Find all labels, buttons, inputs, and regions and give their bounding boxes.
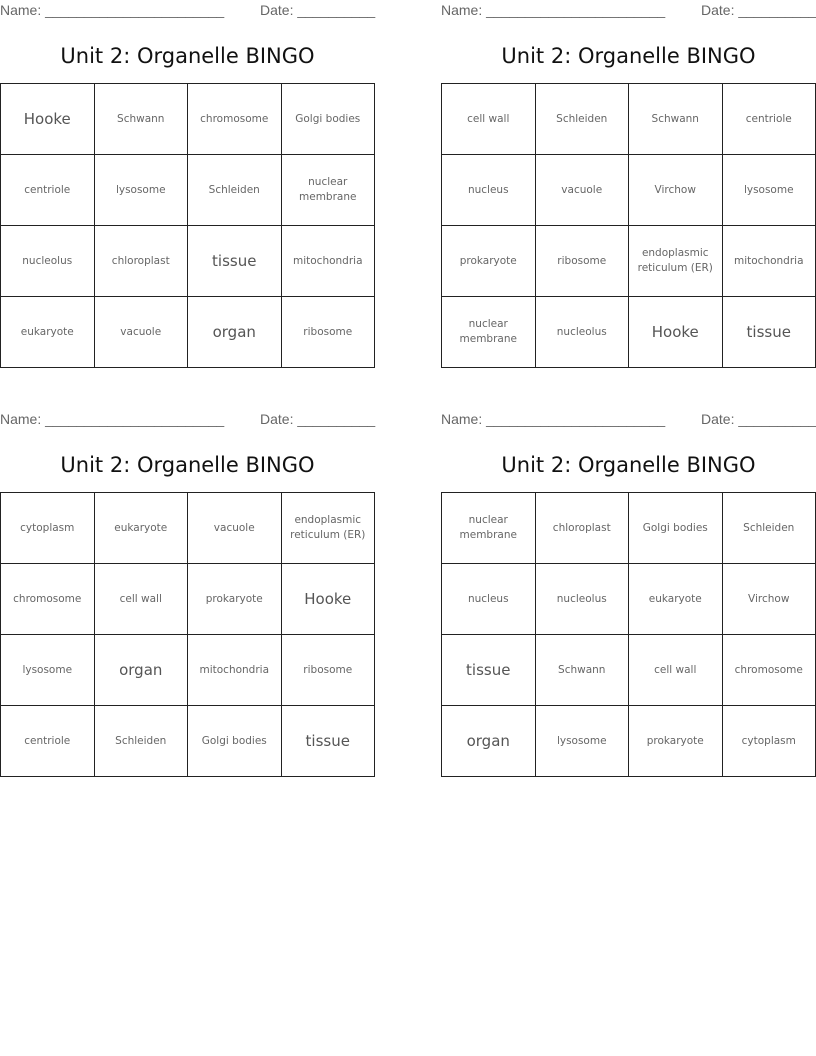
name-field[interactable]: Name: _______________________ bbox=[441, 411, 666, 427]
bingo-cell: Golgi bodies bbox=[629, 493, 723, 564]
name-field[interactable]: Name: _______________________ bbox=[441, 2, 666, 18]
bingo-cell: mitochondria bbox=[188, 635, 282, 706]
bingo-cell: Schleiden bbox=[188, 155, 282, 226]
bingo-cell: nucleolus bbox=[1, 226, 95, 297]
bingo-cell: cell wall bbox=[94, 564, 188, 635]
bingo-cell: chloroplast bbox=[94, 226, 188, 297]
bingo-cell: nucleus bbox=[442, 155, 536, 226]
bingo-card-1 bbox=[0, 0, 376, 341]
bingo-cell: eukaryote bbox=[1, 297, 95, 368]
bingo-cell: Virchow bbox=[722, 564, 816, 635]
bingo-cell: Schleiden bbox=[722, 493, 816, 564]
bingo-cell: centriole bbox=[722, 84, 816, 155]
bingo-grid bbox=[0, 83, 375, 368]
bingo-cell: prokaryote bbox=[442, 226, 536, 297]
bingo-cell: lysosome bbox=[1, 635, 95, 706]
bingo-cell: Hooke bbox=[1, 84, 95, 155]
name-date-row bbox=[441, 409, 816, 429]
bingo-cell: cell wall bbox=[442, 84, 536, 155]
date-field[interactable]: Date: __________ bbox=[260, 2, 376, 18]
bingo-cell: cytoplasm bbox=[722, 706, 816, 777]
bingo-cell: lysosome bbox=[94, 155, 188, 226]
bingo-cell: Golgi bodies bbox=[188, 706, 282, 777]
name-date-row bbox=[0, 0, 375, 20]
bingo-cell: tissue bbox=[188, 226, 282, 297]
bingo-cell: ribosome bbox=[281, 635, 375, 706]
bingo-cell: nuclear membrane bbox=[442, 493, 536, 564]
card-title: Unit 2: Organelle BINGO bbox=[60, 44, 315, 68]
bingo-cell: chromosome bbox=[722, 635, 816, 706]
bingo-cell: tissue bbox=[722, 297, 816, 368]
bingo-cell: chloroplast bbox=[535, 493, 629, 564]
bingo-cell: mitochondria bbox=[281, 226, 375, 297]
bingo-cell: ribosome bbox=[281, 297, 375, 368]
bingo-cell: nucleus bbox=[442, 564, 536, 635]
bingo-cell: lysosome bbox=[535, 706, 629, 777]
card-title: Unit 2: Organelle BINGO bbox=[501, 44, 756, 68]
bingo-grid bbox=[441, 83, 816, 368]
bingo-cell: ribosome bbox=[535, 226, 629, 297]
name-date-row bbox=[0, 409, 375, 429]
bingo-cell: organ bbox=[442, 706, 536, 777]
bingo-card-2 bbox=[441, 0, 816, 345]
bingo-cell: chromosome bbox=[188, 84, 282, 155]
bingo-cell: vacuole bbox=[535, 155, 629, 226]
bingo-cell: endoplasmic reticulum (ER) bbox=[281, 493, 375, 564]
bingo-cell: Hooke bbox=[281, 564, 375, 635]
name-field[interactable]: Name: _______________________ bbox=[0, 411, 225, 427]
bingo-cell: chromosome bbox=[1, 564, 95, 635]
bingo-cell: prokaryote bbox=[629, 706, 723, 777]
bingo-cell: lysosome bbox=[722, 155, 816, 226]
bingo-grid bbox=[0, 492, 375, 777]
bingo-cell: centriole bbox=[1, 706, 95, 777]
bingo-cell: nuclear membrane bbox=[442, 297, 536, 368]
bingo-cell: cell wall bbox=[629, 635, 723, 706]
bingo-cell: vacuole bbox=[94, 297, 188, 368]
bingo-cell: Golgi bodies bbox=[281, 84, 375, 155]
bingo-cell: vacuole bbox=[188, 493, 282, 564]
bingo-cell: nucleolus bbox=[535, 564, 629, 635]
bingo-card-4 bbox=[441, 409, 816, 750]
bingo-cell: Hooke bbox=[629, 297, 723, 368]
bingo-cell: centriole bbox=[1, 155, 95, 226]
bingo-grid bbox=[441, 492, 816, 777]
bingo-cell: Schwann bbox=[94, 84, 188, 155]
bingo-cell: Schwann bbox=[629, 84, 723, 155]
bingo-cell: tissue bbox=[281, 706, 375, 777]
bingo-cell: nuclear membrane bbox=[281, 155, 375, 226]
bingo-cell: Schleiden bbox=[94, 706, 188, 777]
date-field[interactable]: Date: __________ bbox=[701, 411, 816, 427]
bingo-cell: endoplasmic reticulum (ER) bbox=[629, 226, 723, 297]
bingo-cell: tissue bbox=[442, 635, 536, 706]
card-title: Unit 2: Organelle BINGO bbox=[501, 453, 756, 477]
date-field[interactable]: Date: __________ bbox=[260, 411, 376, 427]
bingo-cell: organ bbox=[188, 297, 282, 368]
bingo-cell: prokaryote bbox=[188, 564, 282, 635]
bingo-card-3 bbox=[0, 409, 376, 750]
bingo-cell: cytoplasm bbox=[1, 493, 95, 564]
bingo-cell: organ bbox=[94, 635, 188, 706]
bingo-cell: mitochondria bbox=[722, 226, 816, 297]
bingo-cell: nucleolus bbox=[535, 297, 629, 368]
date-field[interactable]: Date: __________ bbox=[701, 2, 816, 18]
bingo-cell: eukaryote bbox=[94, 493, 188, 564]
bingo-cell: eukaryote bbox=[629, 564, 723, 635]
name-field[interactable]: Name: _______________________ bbox=[0, 2, 225, 18]
bingo-cell: Schwann bbox=[535, 635, 629, 706]
name-date-row bbox=[441, 0, 816, 20]
bingo-cell: Schleiden bbox=[535, 84, 629, 155]
bingo-cell: Virchow bbox=[629, 155, 723, 226]
card-title: Unit 2: Organelle BINGO bbox=[60, 453, 315, 477]
